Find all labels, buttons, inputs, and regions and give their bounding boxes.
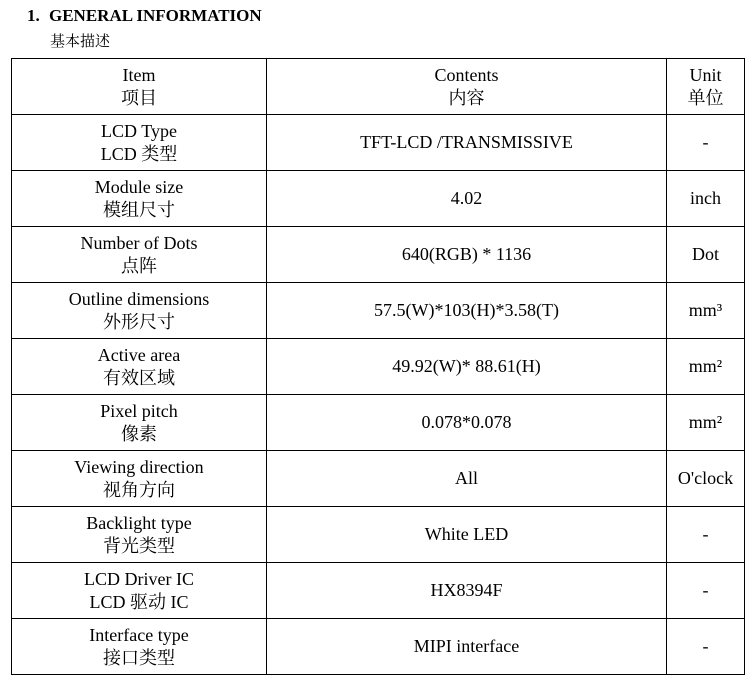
item-name-en: LCD Driver IC xyxy=(84,568,194,589)
item-name-en: Number of Dots xyxy=(80,232,198,253)
table-row xyxy=(12,395,745,451)
item-cell xyxy=(12,283,267,339)
contents-cell: 640(RGB) * 1136 xyxy=(267,227,667,283)
section-heading xyxy=(27,6,262,26)
table-row xyxy=(12,227,745,283)
unit-cell: - xyxy=(667,507,745,563)
table-row xyxy=(12,115,745,171)
item-cell xyxy=(12,507,267,563)
table-row xyxy=(12,451,745,507)
item-cell xyxy=(12,619,267,675)
item-cell xyxy=(12,115,267,171)
header-item-cell xyxy=(12,59,267,115)
header-contents-cn: 内容 xyxy=(448,87,485,108)
item-cell xyxy=(12,339,267,395)
item-name-cn: 有效区域 xyxy=(103,367,175,388)
unit-cell: - xyxy=(667,115,745,171)
header-unit-en: Unit xyxy=(689,64,722,85)
contents-cell: 0.078*0.078 xyxy=(267,395,667,451)
general-information-table xyxy=(11,58,745,675)
item-name-cn: 外形尺寸 xyxy=(103,311,175,332)
table-row xyxy=(12,171,745,227)
item-name-en: Interface type xyxy=(89,624,189,645)
table-row xyxy=(12,507,745,563)
item-name-en: Pixel pitch xyxy=(100,400,178,421)
section-number: 1. xyxy=(27,6,40,25)
item-cell xyxy=(12,451,267,507)
item-cell xyxy=(12,563,267,619)
table-row xyxy=(12,339,745,395)
unit-cell: mm² xyxy=(667,339,745,395)
item-name-cn: 像素 xyxy=(121,423,157,444)
section-title: GENERAL INFORMATION xyxy=(49,6,262,25)
item-name-en: Active area xyxy=(97,344,181,365)
unit-cell: Dot xyxy=(667,227,745,283)
table-row xyxy=(12,283,745,339)
item-cell xyxy=(12,395,267,451)
contents-cell: 49.92(W)* 88.61(H) xyxy=(267,339,667,395)
header-item-en: Item xyxy=(122,64,156,85)
contents-cell: 57.5(W)*103(H)*3.58(T) xyxy=(267,283,667,339)
item-name-cn: 视角方向 xyxy=(103,479,175,500)
item-name-en: LCD Type xyxy=(101,120,177,141)
item-cell xyxy=(12,171,267,227)
header-contents-en: Contents xyxy=(434,64,499,85)
item-name-cn: 接口类型 xyxy=(103,647,175,668)
item-name-en: Viewing direction xyxy=(74,456,204,477)
item-name-cn: LCD 类型 xyxy=(100,143,178,164)
item-name-cn: 模组尺寸 xyxy=(103,199,175,220)
header-contents-cell xyxy=(267,59,667,115)
item-name-en: Module size xyxy=(94,176,184,197)
header-item-cn: 项目 xyxy=(121,87,157,108)
contents-cell: All xyxy=(267,451,667,507)
unit-cell: mm² xyxy=(667,395,745,451)
item-name-cn: LCD 驱动 IC xyxy=(89,591,189,612)
contents-cell: TFT-LCD /TRANSMISSIVE xyxy=(267,115,667,171)
header-unit-cn: 单位 xyxy=(687,87,724,108)
contents-cell: White LED xyxy=(267,507,667,563)
contents-cell: MIPI interface xyxy=(267,619,667,675)
section-subtitle: 基本描述 xyxy=(50,34,111,50)
item-name-cn: 点阵 xyxy=(121,255,157,276)
item-name-en: Backlight type xyxy=(86,512,192,533)
unit-cell: inch xyxy=(667,171,745,227)
unit-cell: - xyxy=(667,619,745,675)
table-row xyxy=(12,563,745,619)
contents-cell: 4.02 xyxy=(267,171,667,227)
item-cell xyxy=(12,227,267,283)
unit-cell: O'clock xyxy=(667,451,745,507)
header-unit-cell xyxy=(667,59,745,115)
unit-cell: mm³ xyxy=(667,283,745,339)
item-name-en: Outline dimensions xyxy=(68,288,210,309)
table-row xyxy=(12,619,745,675)
table-header-row xyxy=(12,59,745,115)
unit-cell: - xyxy=(667,563,745,619)
item-name-cn: 背光类型 xyxy=(103,535,175,556)
contents-cell: HX8394F xyxy=(267,563,667,619)
